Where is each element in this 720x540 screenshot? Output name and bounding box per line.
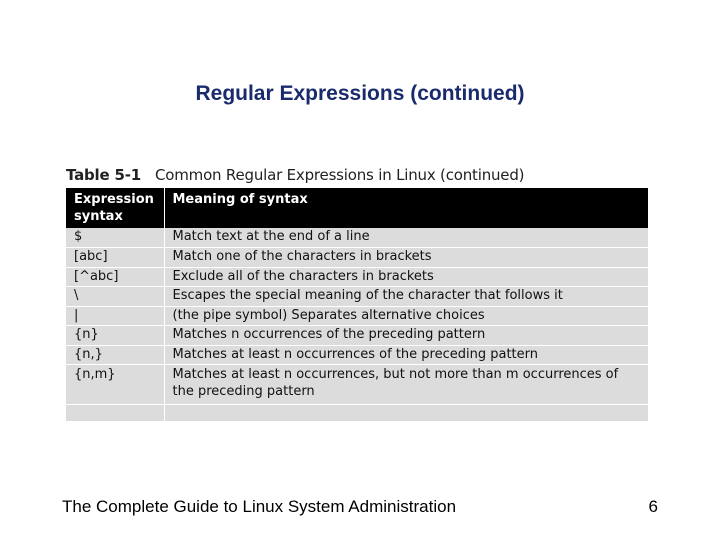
table-caption-text: Common Regular Expressions in Linux (continued) xyxy=(155,166,525,184)
syntax-cell: [^abc] xyxy=(66,267,164,287)
syntax-cell: {n} xyxy=(66,326,164,346)
syntax-cell: {n,} xyxy=(66,345,164,365)
table-header-row xyxy=(66,188,648,228)
table-row xyxy=(66,267,648,287)
table-spacer-row xyxy=(66,405,648,421)
meaning-cell: (the pipe symbol) Separates alternative choices xyxy=(164,306,648,326)
table-row xyxy=(66,248,648,268)
table-caption-number: Table 5-1 xyxy=(66,166,141,184)
table-row xyxy=(66,326,648,346)
table-row xyxy=(66,345,648,365)
table-row xyxy=(66,306,648,326)
header-expression-syntax: Expression syntax xyxy=(66,188,164,228)
table-caption xyxy=(66,166,656,184)
meaning-cell: Match text at the end of a line xyxy=(164,228,648,248)
meaning-cell: Match one of the characters in brackets xyxy=(164,248,648,268)
table-row xyxy=(66,365,648,405)
table-row xyxy=(66,287,648,307)
spacer-cell xyxy=(66,405,164,421)
header-meaning-of-syntax: Meaning of syntax xyxy=(164,188,648,228)
spacer-cell xyxy=(164,405,648,421)
syntax-cell: {n,m} xyxy=(66,365,164,405)
meaning-cell: Escapes the special meaning of the character that follows it xyxy=(164,287,648,307)
meaning-cell: Matches at least n occurrences of the preceding pattern xyxy=(164,345,648,365)
footer-text: The Complete Guide to Linux System Administration xyxy=(62,497,457,516)
meaning-cell: Exclude all of the characters in brackets xyxy=(164,267,648,287)
regex-table xyxy=(66,188,648,421)
meaning-cell: Matches n occurrences of the preceding pattern xyxy=(164,326,648,346)
syntax-cell: \ xyxy=(66,287,164,307)
syntax-cell: $ xyxy=(66,228,164,248)
page-number: 6 xyxy=(648,497,658,516)
meaning-cell: Matches at least n occurrences, but not more than m occurrences of the preceding pattern xyxy=(164,365,648,405)
syntax-cell: [abc] xyxy=(66,248,164,268)
syntax-cell: | xyxy=(66,306,164,326)
slide-title: Regular Expressions (continued) xyxy=(195,82,525,105)
table-row xyxy=(66,228,648,248)
